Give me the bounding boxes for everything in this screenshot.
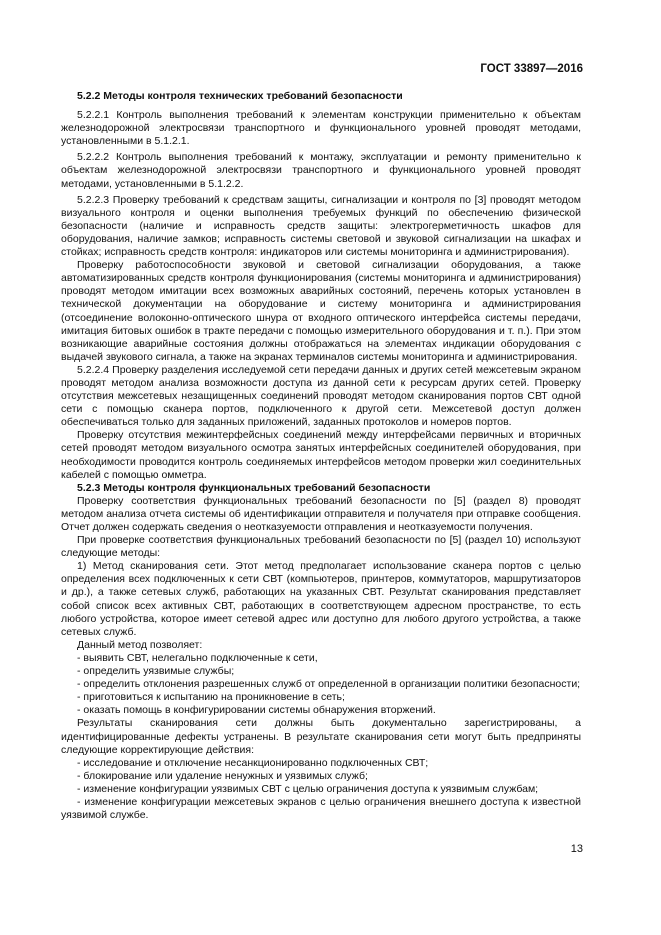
document-code: ГОСТ 33897—2016 bbox=[480, 63, 583, 75]
paragraph-section-10: При проверке соответствия функциональных требований безопасности по [5] (раздел 10) используют следующие методы: bbox=[61, 534, 581, 560]
paragraph-5-2-2-2: 5.2.2.2 Контроль выполнения требований к монтажу, эксплуатации и ремонту применительно к объектам железнодорожной электросвязи транспортного и функционального уровней проводят методами, установленными в 5.1.2.2. bbox=[61, 151, 581, 190]
list-item-allows: - выявить СВТ, нелегально подключенные к сети, bbox=[77, 651, 318, 664]
list-item-allows: - оказать помощь в конфигурировании системы обнаружения вторжений. bbox=[77, 704, 436, 717]
paragraph-section-8: Проверку соответствия функциональных требований безопасности по [5] (раздел 8) проводят методом анализа отчета системы об идентификации отправителя и получателя при отправке сообщения. Отчет должен содержать сведения о неотказуемости отправления и неотказуемости получения. bbox=[61, 494, 581, 533]
list-item-action: - изменение конфигурации межсетевых экранов с целью ограничения внешнего доступа к известной уязвимой службе. bbox=[61, 795, 581, 822]
section-heading-5-2-3: 5.2.3 Методы контроля функциональных требований безопасности bbox=[77, 481, 431, 494]
list-item-action: - изменение конфигурации уязвимых СВТ с целью ограничения доступа к уязвимым службам; bbox=[77, 782, 539, 795]
paragraph-signal-check: Проверку работоспособности звуковой и световой сигнализации оборудования, а также автоматизированных средств контроля функционирования (системы мониторинга и администрирования) проводят методом имитации всех возможных аварийных состояний, перечень которых установлен в технической документации на оборудование и систему мониторинга и администрирования (отсоединение волоконно-оптического шнура от входного оптического интерфейса системы передачи, имитация битовых ошибок в тракте передачи с помощью измерительного оборудования и т. п.). При этом возникающие аварийные состояния должны отображаться на элементах индикации оборудования с выдачей звукового сигнала, а также на экранах терминалов системы мониторинга и администрирования. bbox=[61, 259, 581, 363]
list-item-allows: - определить уязвимые службы; bbox=[77, 665, 235, 678]
paragraph-5-2-2-3: 5.2.2.3 Проверку требований к средствам защиты, сигнализации и контроля по [3] проводят методом визуального контроля и оценки выполнения требуемых функций по обеспечению физической безопасности (наличие и исправность средств защиты: электрогерметичность шкафов для оборудования, наличие замков; исправность системы световой и звуковой сигнализации на шкафах и стойках; исправность средств контроля: индикаторов или системы мониторинга и администрирования). bbox=[61, 193, 581, 259]
section-heading-5-2-2: 5.2.2 Методы контроля технических требований безопасности bbox=[77, 90, 403, 102]
paragraph-5-2-2-4: 5.2.2.4 Проверку разделения исследуемой сети передачи данных и других сетей межсетевым экраном проводят методом анализа возможности доступа из данной сети к ресурсам других сетей. Проверку отсутствия межсетевых незащищенных соединений проводят методом сканирования портов СВТ одной сети с помощью сканера портов, подключенного к другой сети. Межсетевой доступ должен обеспечиваться только для заданных приложений, заданных протоколов и номеров портов. bbox=[61, 363, 581, 429]
list-item-action: - блокирование или удаление ненужных и уязвимых служб; bbox=[77, 769, 368, 782]
page-number: 13 bbox=[570, 843, 583, 855]
list-item-action: - исследование и отключение несанкционированно подключенных СВТ; bbox=[77, 756, 429, 769]
paragraph-method-allows: Данный метод позволяет: bbox=[77, 638, 203, 651]
list-item-allows: - приготовиться к испытанию на проникновение в сеть; bbox=[77, 691, 345, 704]
paragraph-5-2-2-1: 5.2.2.1 Контроль выполнения требований к элементам конструкции применительно к объектам железнодорожной электросвязи транспортного и функционального уровней проводят методами, установленными в 5.1.2.1. bbox=[61, 109, 581, 148]
paragraph-method-1: 1) Метод сканирования сети. Этот метод предполагает использование сканера портов с целью определения всех подключенных к сети СВТ (компьютеров, принтеров, коммутаторов, маршрутизаторов и др.), а также сетевых служб, работающих на указанных СВТ. Результат сканирования представляет собой список всех активных СВТ, работающих в соответствующем адресном пространстве, то есть любого устройства, которое имеет сетевой адрес или доступно для любого другого устройства, а также сетевых служб. bbox=[61, 560, 581, 638]
paragraph-interface-check: Проверку отсутствия межинтерфейсных соединений между интерфейсами первичных и вторичных сетей проводят методом визуального осмотра занятых интерфейсных соединителей оборудования, при необходимости проводится контроль соединяемых интерфейсов методом проверки жил соединительных кабелей с помощью омметра. bbox=[61, 429, 581, 481]
list-item-allows: - определить отклонения разрешенных служб от определенной в организации политики безопасности; bbox=[77, 678, 581, 691]
body-text bbox=[61, 90, 581, 822]
paragraph-scan-results: Результаты сканирования сети должны быть документально зарегистрированы, а идентифицированные дефекты устранены. В результате сканирования сети могут быть предприняты следующие корректирующие действия: bbox=[61, 717, 581, 756]
